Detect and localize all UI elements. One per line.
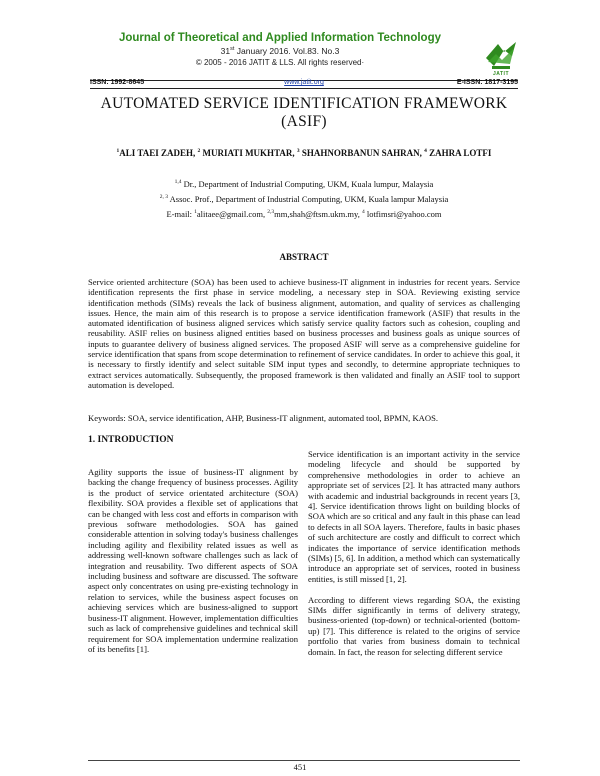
author-list [90,148,518,158]
issue-rest: January 2016. Vol.83. No.3 [234,46,340,56]
email-sup: 1 [194,209,197,216]
body-paragraph: Service identification is an important activity in the service modeling lifecycle and should be supported by comprehensive methodologies in order to achieve an appropriate set of services [2]. It has attracted many authors with academic and industrial backgrounds in recent years [3, 4]. Service identification throws light on building blocks of SOA which are so critical and any fault in this phase can lead to defects in all SOA layers. Therefore, faults in basic phases of such architecture are costly and difficult to correct which indicates the importance of service identification methods (SIMs) [5, 6]. In addition, a method which can systematically introduce an appropriate set of services, rooted in business entities, is still missed [1, 2]. [308,449,520,584]
issn: ISSN: 1992-8645 [90,79,145,86]
email-prefix: E-mail: [166,209,195,219]
body-paragraph: According to different views regarding SOA, the existing SIMs differ significantly in terms of delivery strategy, business-oriented (top-down) or technical-oriented (bottom-up) [7]. This difference is related to the origins of service portfolio that varies from business domain to technical domain. In fact, the reason for selecting different service [308,594,520,657]
paper-title [90,95,518,131]
author-sup: 1 [116,148,120,154]
email-address: mm,shah@ftsm.ukm.my, [274,209,362,219]
journal-title: Journal of Theoretical and Applied Information Technology [118,32,442,44]
email-sup: 4 [361,209,365,216]
header-rule-bottom [90,88,518,89]
jatit-logo-icon [484,40,518,72]
issue-suffix: st [230,46,235,53]
issue-day: 31 [220,46,231,56]
author-name: SHAHNORBANUN SAHRAN, [299,148,425,158]
eissn: E-ISSN: 1817-3195 [456,79,518,86]
author-sup: 3 [296,148,300,154]
paper-title-line-1: AUTOMATED SERVICE IDENTIFICATION FRAMEWORK [100,95,508,112]
abstract-text: Service oriented architecture (SOA) has been used to achieve business-IT alignment in industries for recent years. Service identification represents the first phase in service modeling, a necessary step in SOA. Reviewing existing service identification methods (SIMs) reveals the lack of business alignment, automation, and quality of services as challenging issues. Hence, the main aim of this research is to propose a service identification framework (ASIF) that results in the automated identification of business aligned services which satisfy service quality factors such as cohesion, coupling and reusability. ASIF relies on business aligned entities based on business processes and business goals as unique sources of inputs to guarantee delivery of business aligned services. The proposed ASIF will serve as a comprehensive guideline for service identification that spans from scope determination to refinement of service candidates. In order to achieve this goal, it is necessary to firstly identify and select suitable SIM input types and secondly, to determine appropriate techniques to extract services automatically. Subsequently, the proposed framework is then validated and finally an ASIF tool to support automation is developed. [88,277,520,390]
affiliation-1 [90,179,518,189]
affiliation-2 [90,194,518,204]
email-sup: 2,3 [267,209,275,216]
affiliation-sup: 1,4 [174,179,182,186]
left-column [88,467,298,665]
paper-title-line-2: (ASIF) [281,113,327,130]
logo-label: JATIT [492,71,510,77]
author-sup: 2 [197,148,201,154]
issue-line [0,46,560,56]
affiliation-sup: 2, 3 [159,194,169,201]
author-name: ALI TAEI ZADEH, [119,148,198,158]
issn-bar [90,80,518,88]
copyright-line: © 2005 - 2016 JATIT & LLS. All rights reserved· [195,58,365,67]
page-number: 451 [293,762,307,772]
journal-link[interactable]: www.jatit.org [284,79,324,86]
right-column [308,449,520,668]
email-address: alitaee@gmail.com, [196,209,268,219]
author-name: MURIATI MUKHTAR, [200,148,297,158]
footer-rule [88,760,520,761]
abstract-heading: ABSTRACT [279,252,329,262]
section-heading-introduction: 1. INTRODUCTION [88,435,174,445]
email-line [90,209,518,219]
author-sup: 4 [424,148,427,154]
email-address: lotfimsri@yahoo.com [364,209,442,219]
affiliation-text: Dr., Department of Industrial Computing, UKM, Kuala lumpur, Malaysia [181,179,434,189]
body-paragraph: Agility supports the issue of business-IT alignment by backing the change frequency of business processes. Agility is the product of service orientated architecture (SOA) flexibility. SOA provides a flexible set of applications that can be changed with less cost and efforts in comparison with previous software methodologies. SOA has gained considerable attention in solving today's business challenges including agility and flexibility related issues as well as addressing well-known software challenges such as lack of integration and reusability. Two different aspects of SOA including business and software are discussed. The software aspect only concentrates on using pre-existing technology in relation to services, while the business aspect focuses on achieving services which are business-aligned to support business-IT alignment. However, implementation difficulties such as lack of comprehensive guidelines and technical skill requirement for SOA implementation undermine realization of its benefits [1]. [88,467,298,654]
journal-header [0,0,600,82]
author-name: ZAHRA LOTFI [426,148,492,158]
affiliation-text: Assoc. Prof., Department of Industrial Computing, UKM, Kuala lampur Malaysia [168,194,449,204]
keywords: Keywords: SOA, service identification, AHP, Business-IT alignment, automated tool, BPMN, KAOS. [88,413,439,423]
